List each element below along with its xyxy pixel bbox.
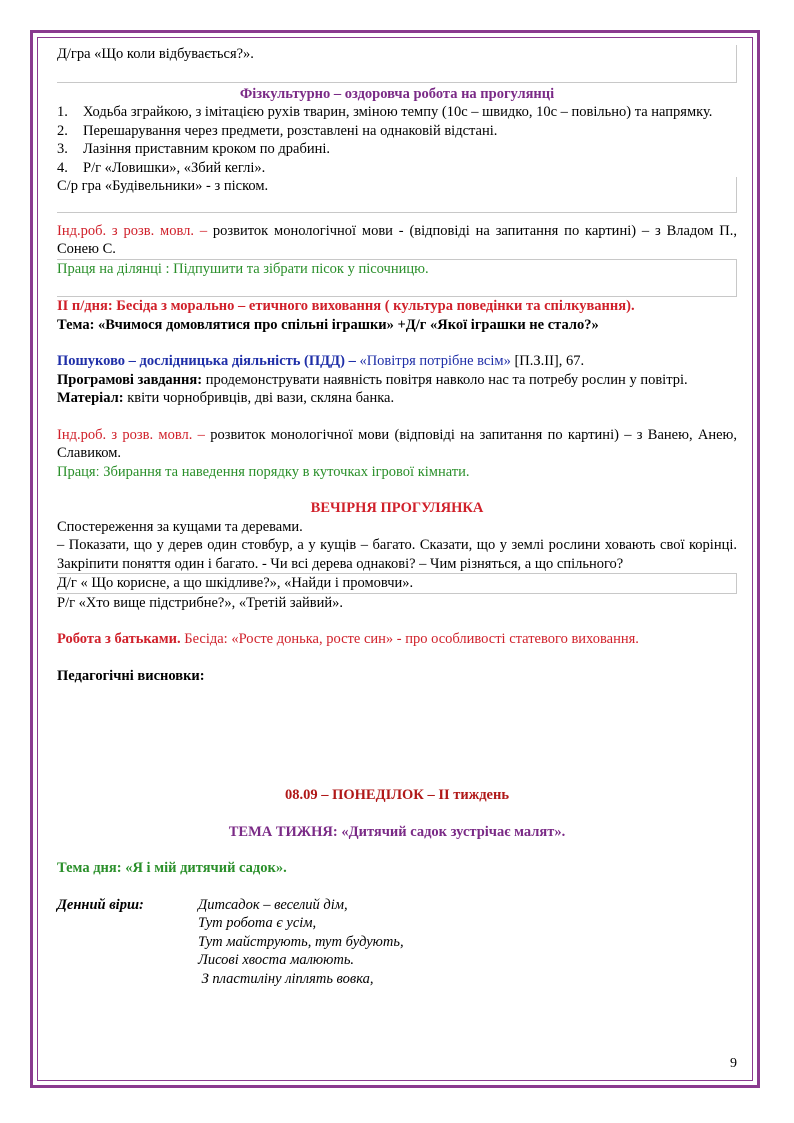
didactic-game-line-2: Д/г « Що корисне, а що шкідливе?», «Найди і промовчи». — [57, 573, 737, 593]
date-title: 08.09 – ПОНЕДІЛОК – ІІ тиждень — [284, 787, 510, 803]
movement-game-line: Р/г «Хто вище підстрибне?», «Третій зайвий». — [57, 593, 737, 613]
second-half-title: ІІ п/дня: Бесіда з морально – етичного виховання ( культура поведінки та спілкування). — [57, 298, 635, 314]
program-tasks: Програмові завдання: продемонструвати наявність повітря навколо нас та потребу рослин у повітрі. — [57, 371, 688, 388]
poem-line: Лисові хвоста малюють. — [198, 952, 355, 968]
didactic-game-line: Д/гра «Що коли відбувається?». — [57, 45, 737, 83]
poem-line: Дитсадок – веселий дім, — [198, 896, 348, 913]
list-item: 1. Ходьба зграйкою, з імітацією рухів тварин, зміною темпу (10с – швидко, 10с – повільно) та напрямку. — [57, 104, 713, 120]
day-theme: Тема дня: «Я і мій дитячий садок». — [57, 860, 287, 876]
pedagogical-conclusions: Педагогічні висновки: — [57, 667, 205, 684]
physical-activity-list — [57, 103, 737, 177]
list-item: 4. Р/г «Ловишки», «Збий кеглі». — [57, 159, 266, 176]
evening-walk-title: ВЕЧІРНЯ ПРОГУЛЯНКА — [310, 500, 484, 516]
parents-work-line: Робота з батьками. Бесіда: «Росте донька, росте син» - про особливості статевого виховання. — [57, 631, 639, 647]
document-body — [57, 45, 737, 988]
poem-label: Денний вірш: — [57, 896, 144, 913]
role-game-line: С/р гра «Будівельники» - з піском. — [57, 177, 737, 213]
individual-work-1: Інд.роб. з розв. мовл. – розвиток монологічної мови - (відповіді на запитання по картині) – з Владом П., Сонею С. — [57, 222, 737, 257]
page-number: 9 — [730, 1056, 737, 1071]
research-activity-line: Пошуково – дослідницька діяльність (ПДД) – «Повітря потрібне всім» [П.З.ІІ], 67. — [57, 353, 585, 369]
theme-line: Тема: «Вчимося домовлятися про спільні іграшки» +Д/г «Якої іграшки не стало?» — [57, 316, 599, 333]
list-item: 3. Лазіння приставним кроком по драбині. — [57, 141, 331, 157]
materials-line: Матеріал: квіти чорнобривців, дві вази, скляна банка. — [57, 390, 395, 406]
work-line-2: Працяː Збирання та наведення порядку в куточках ігрової кімнати. — [57, 463, 470, 480]
work-line-1: Праця на ділянці : Підпушити та зібрати пісок у пісочницю. — [57, 259, 737, 298]
individual-work-2: Інд.роб. з розв. мовл. – розвиток монологічної мови (відповіді на запитання по картині) – з Ванею, Анею, Славиком. — [57, 426, 737, 461]
poem-line: Тут робота є усім, — [198, 915, 317, 931]
observation-line: Спостереження за кущами та деревами. — [57, 518, 303, 535]
poem-line: Тут майструють, тут будують, — [198, 933, 404, 950]
list-item: 2. Перешарування через предмети, розставлені на однаковій відстані. — [57, 122, 498, 139]
poem-line: З пластиліну ліплять вовка, — [198, 970, 374, 987]
section-title-physical: Фізкультурно – оздоровча робота на прогулянці — [239, 85, 555, 102]
week-theme: ТЕМА ТИЖНЯ: «Дитячий садок зустрічає малят». — [228, 823, 566, 840]
observation-text: – Показати, що у дерев один стовбур, а у кущів – багато. Сказати, що у землі рослини ховають свої корінці. Закріпити поняття один і багато. - Чи всі дерева однакові? – Чим різняться, а що спільного? — [57, 537, 737, 572]
poem-lines — [198, 896, 404, 989]
daily-poem — [57, 896, 737, 989]
